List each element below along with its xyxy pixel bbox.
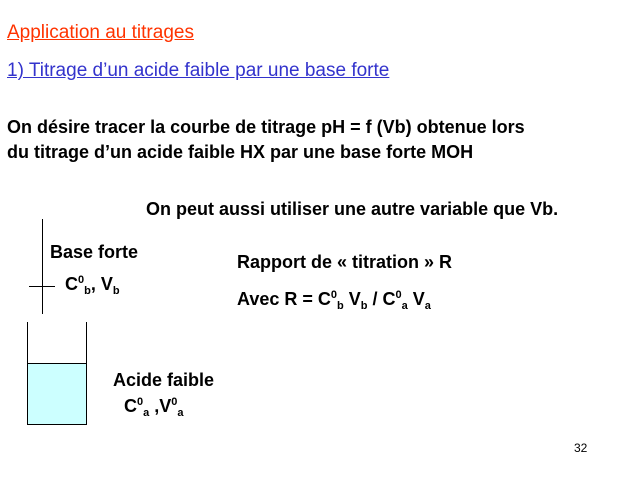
- beaker-liquid: [28, 363, 86, 425]
- base-variables: $C^0_b$, $V_b$: [65, 274, 120, 297]
- acid-label: Acide faible: [113, 370, 215, 390]
- beaker-bottom: [27, 424, 87, 425]
- base-label: Base forte: [50, 242, 139, 262]
- beaker-wall-right: [86, 322, 87, 425]
- ratio-title: Rapport de « titration » R: [237, 252, 453, 272]
- acid-variables: $C^0_a$ $,V^0_a$: [124, 396, 184, 419]
- intro-line-1: On désire tracer la courbe de titrage pH = f (Vb) obtenue lors: [7, 117, 525, 137]
- burette-tube: [42, 219, 43, 314]
- ratio-formula: Avec $R = C^0_b$ $V_b / C^0_a$ $V_a$: [237, 289, 431, 312]
- intro-line-2: du titrage d’un acide faible HX par une base forte MOH: [7, 142, 474, 162]
- variable-note: On peut aussi utiliser une autre variable que Vb.: [146, 199, 559, 219]
- burette-tick: [29, 286, 55, 287]
- beaker-wall-left: [27, 322, 28, 425]
- slide-title: Application au titrages: [7, 22, 194, 43]
- slide-subtitle: 1) Titrage d’un acide faible par une base forte: [7, 60, 390, 81]
- intro-paragraph: [7, 115, 525, 165]
- page-number: 32: [574, 441, 588, 455]
